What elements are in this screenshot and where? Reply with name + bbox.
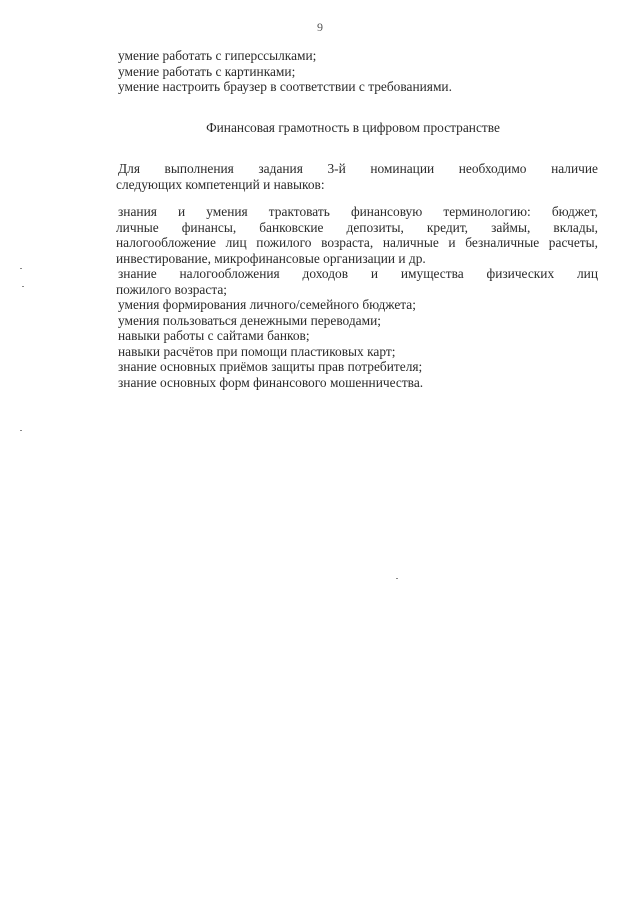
list-item: умения пользоваться денежными переводами;	[118, 312, 381, 328]
scan-mark	[22, 286, 24, 287]
list-item	[118, 204, 598, 266]
intro-line-1: Для выполнения задания 3-й номинации необходимо наличие	[118, 161, 598, 176]
list-item: навыки расчётов при помощи пластиковых карт;	[118, 343, 396, 359]
scan-mark	[396, 578, 398, 579]
document-body	[118, 48, 598, 390]
list-item	[118, 266, 598, 297]
list-item: умение настроить браузер в соответствии с требованиями.	[118, 79, 452, 94]
list-item: умение работать с гиперссылками;	[118, 48, 317, 63]
list-item: умение работать с картинками;	[118, 63, 296, 79]
intro-paragraph	[118, 161, 598, 192]
section-title: Финансовая грамотность в цифровом пространстве	[206, 119, 500, 135]
intro-line-2: следующих компетенций и навыков:	[116, 176, 325, 192]
list-item-line: налогообложение лиц пожилого возраста, наличные и безналичные расчеты,	[116, 235, 598, 250]
list-item: знание основных форм финансового мошенничества.	[118, 374, 424, 390]
list-item-line: знания и умения трактовать финансовую терминологию: бюджет,	[118, 204, 598, 219]
list-item: умения формирования личного/семейного бюджета;	[118, 297, 416, 312]
list-item: навыки работы с сайтами банков;	[118, 328, 310, 343]
scan-mark	[20, 430, 22, 431]
list-item-line: пожилого возраста;	[116, 281, 228, 297]
skills-list-top	[118, 48, 598, 95]
list-item-line: инвестирование, микрофинансовые организации и др.	[116, 250, 426, 266]
list-item-line: знание налогообложения доходов и имущества физических лиц	[118, 266, 598, 281]
scan-mark	[20, 268, 22, 269]
competencies-list	[118, 204, 598, 390]
list-item-line: личные финансы, банковские депозиты, кредит, займы, вклады,	[116, 219, 598, 235]
list-item: знание основных приёмов защиты прав потребителя;	[118, 359, 423, 374]
page-number: 9	[317, 20, 323, 34]
